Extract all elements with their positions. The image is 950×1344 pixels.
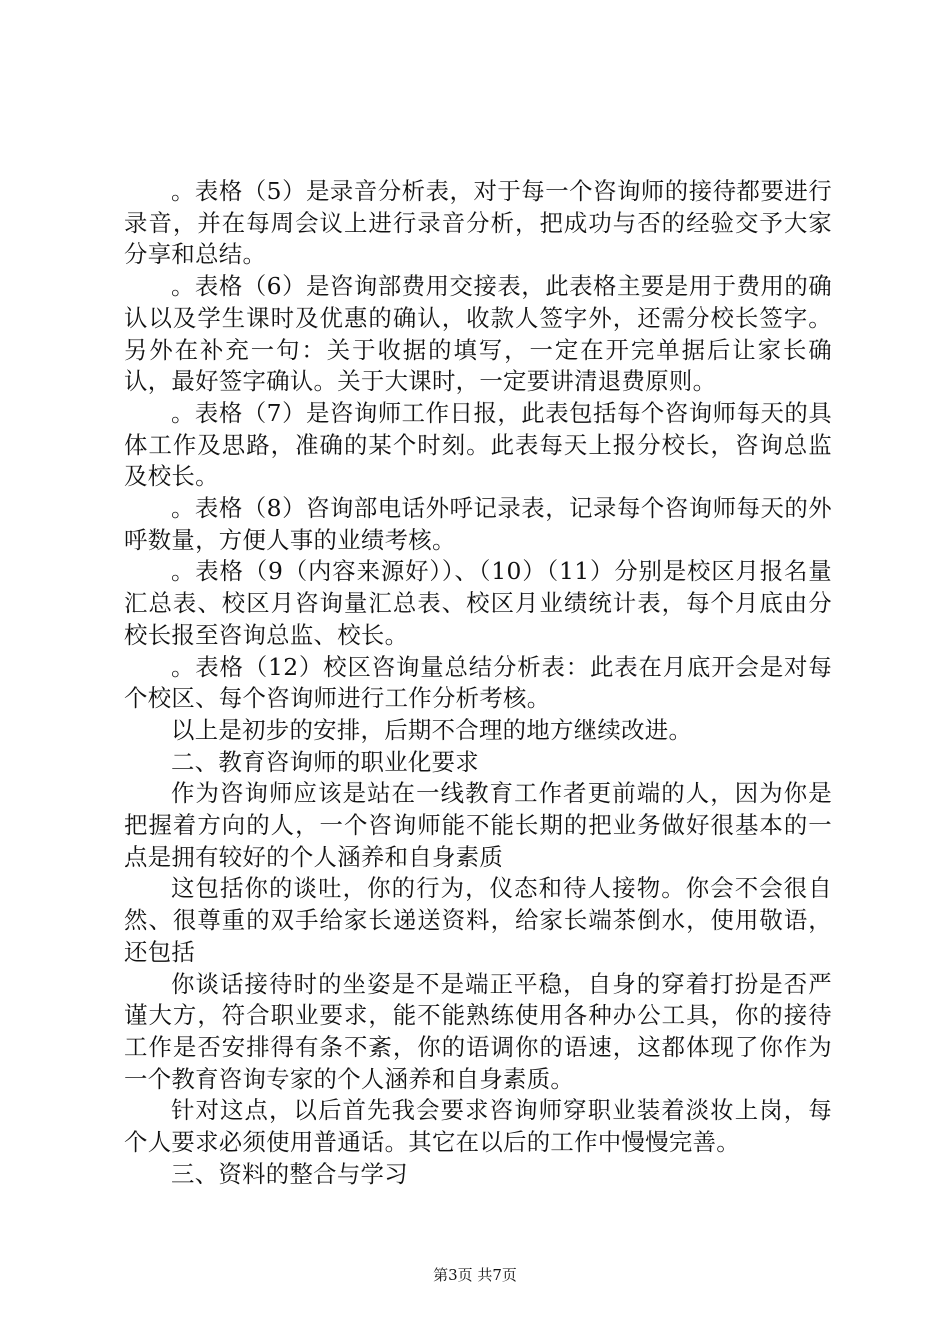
section-heading-2: 二、教育咨询师的职业化要求	[171, 747, 479, 776]
paragraph-manners: 这包括你的谈吐，你的行为，仪态和待人接物。你会不会很自然、很尊重的双手给家长递送资料，给家长端茶倒水，使用敬语，还包括	[124, 874, 832, 966]
paragraph-summary: 以上是初步的安排，后期不合理的地方继续改进。	[171, 715, 693, 744]
paragraph-table-6: 。表格（6）是咨询部费用交接表，此表格主要是用于费用的确认以及学生课时及优惠的确认，收款人签字外，还需分校长签字。另外在补充一句：关于收据的填写，一定在开完单据后让家长确认，最好签字确认。关于大课时，一定要讲清退费原则。	[124, 272, 832, 396]
paragraph-table-5: 。表格（5）是录音分析表，对于每一个咨询师的接待都要进行录音，并在每周会议上进行录音分析，把成功与否的经验交予大家分享和总结。	[124, 177, 832, 269]
paragraph-table-8: 。表格（8）咨询部电话外呼记录表，记录每个咨询师每天的外呼数量，方便人事的业绩考核。	[124, 494, 832, 554]
section-heading-3: 三、资料的整合与学习	[171, 1159, 408, 1188]
document-body	[124, 176, 832, 1191]
page-footer: 第3页 共7页	[433, 1266, 517, 1284]
paragraph-dress-code: 针对这点，以后首先我会要求咨询师穿职业装着淡妆上岗，每个人要求必须使用普通话。其它在以后的工作中慢慢完善。	[124, 1096, 832, 1157]
paragraph-table-12: 。表格（12）校区咨询量总结分析表：此表在月底开会是对每个校区、每个咨询师进行工作分析考核。	[124, 652, 832, 713]
paragraph-table-9-11: 。表格（9（内容来源好））、（10）（11）分别是校区月报名量汇总表、校区月咨询量汇总表、校区月业绩统计表，每个月底由分校长报至咨询总监、校长。	[124, 557, 832, 649]
paragraph-table-7: 。表格（7）是咨询师工作日报，此表包括每个咨询师每天的具体工作及思路，准确的某个时刻。此表每天上报分校长，咨询总监及校长。	[124, 398, 832, 491]
paragraph-consultant-role: 作为咨询师应该是站在一线教育工作者更前端的人，因为你是把握着方向的人，一个咨询师能不能长期的把业务做好很基本的一点是拥有较好的个人涵养和自身素质	[124, 779, 832, 871]
paragraph-posture: 你谈话接待时的坐姿是不是端正平稳，自身的穿着打扮是否严谨大方，符合职业要求，能不能熟练使用各种办公工具，你的接待工作是否安排得有条不紊，你的语调你的语速，这都体现了你作为一个教育咨询专家的个人涵养和自身素质。	[124, 969, 832, 1093]
